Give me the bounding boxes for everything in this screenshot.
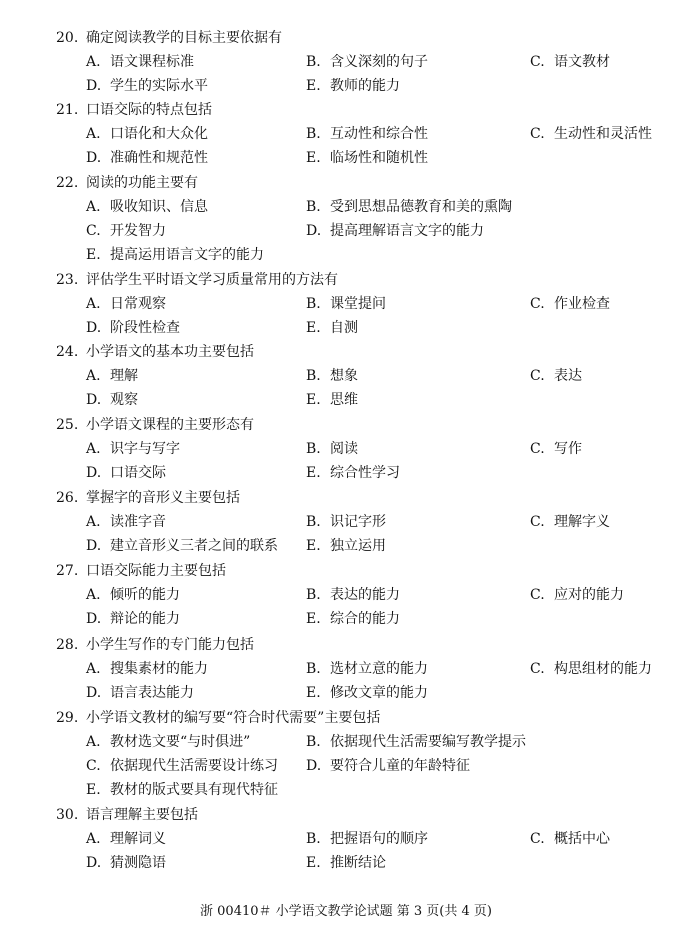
option-text: 吸收知识、信息 [110,199,208,215]
option [530,293,610,313]
option-text: 准确性和规范性 [110,150,208,166]
option-text: 自测 [330,320,358,336]
option-text: 独立运用 [330,538,386,554]
option-text: 表达 [554,368,582,384]
option-text: 构思组材的能力 [554,661,652,677]
option [86,123,208,143]
option [86,731,250,751]
option-letter: B. [306,441,321,457]
option [86,365,138,385]
option-text: 日常观察 [110,296,166,312]
option-text: 观察 [110,392,138,408]
option [306,317,358,337]
option-letter: A. [86,54,101,70]
option [86,220,166,240]
option-letter: B. [306,661,321,677]
option-letter: A. [86,296,101,312]
option-letter: A. [86,831,101,847]
option [306,608,400,628]
question-text: 口语交际的特点包括 [86,102,212,118]
option [86,317,180,337]
option-text: 应对的能力 [554,587,624,603]
option-text: 概括中心 [554,831,610,847]
option [86,658,208,678]
option-text: 语文教材 [554,54,610,70]
option-letter: E. [306,611,321,627]
option-letter: E. [306,465,321,481]
question-number: 25. [56,417,79,433]
option-text: 表达的能力 [330,587,400,603]
option-text: 综合的能力 [330,611,400,627]
option-text: 学生的实际水平 [110,78,208,94]
option-letter: A. [86,368,101,384]
option [530,438,582,458]
option-letter: E. [306,392,321,408]
option-letter: E. [86,247,101,263]
option-letter: B. [306,54,321,70]
option-letter: B. [306,587,321,603]
option-letter: D. [86,78,102,94]
option-text: 教材选文要“与时俱进” [110,734,251,750]
option-text: 思维 [330,392,358,408]
option [306,75,400,95]
option-letter: B. [306,514,321,530]
option [306,196,512,216]
option-letter: D. [86,392,102,408]
option [530,828,610,848]
question-stem [56,560,226,580]
option-text: 识记字形 [330,514,386,530]
option-text: 课堂提问 [330,296,386,312]
option-letter: E. [306,538,321,554]
option-text: 推断结论 [330,855,386,871]
option-letter: D. [86,685,102,701]
question-stem [56,27,282,47]
option-text: 辩论的能力 [110,611,180,627]
question-text: 小学语文的基本功主要包括 [86,344,254,360]
option-text: 识字与写字 [110,441,180,457]
question-stem [56,804,198,824]
option-text: 写作 [554,441,582,457]
option-text: 含义深刻的句子 [330,54,428,70]
question-stem [56,341,254,361]
question-stem [56,269,338,289]
question-stem [56,487,240,507]
option [306,365,358,385]
option-letter: D. [306,758,322,774]
question-number: 24. [56,344,79,360]
option-text: 受到思想品德教育和美的熏陶 [330,199,512,215]
option [86,293,166,313]
option-letter: A. [86,441,101,457]
option-text: 语文课程标准 [110,54,194,70]
option [306,535,386,555]
option-letter: C. [530,661,545,677]
option [530,511,610,531]
question-text: 语言理解主要包括 [86,807,198,823]
option-letter: A. [86,126,101,142]
page-footer: 浙 00410＃ 小学语文教学论试题 第 3 页(共 4 页) [200,904,492,919]
option-letter: D. [86,611,102,627]
option [306,147,428,167]
option-letter: B. [306,199,321,215]
option-text: 开发智力 [110,223,166,239]
option [306,123,428,143]
question-number: 20. [56,30,79,46]
option-letter: B. [306,831,321,847]
option-letter: E. [86,782,101,798]
question-text: 小学生写作的专门能力包括 [86,637,254,653]
question-text: 阅读的功能主要有 [86,175,198,191]
option [306,51,428,71]
option-letter: C. [86,223,101,239]
option [306,731,526,751]
option-letter: E. [306,685,321,701]
option [86,682,194,702]
option [306,584,400,604]
option [86,584,180,604]
question-stem [56,172,198,192]
option-letter: E. [306,320,321,336]
option [530,658,652,678]
option [86,51,194,71]
option-text: 理解字义 [554,514,610,530]
option-letter: D. [86,855,102,871]
option-text: 理解词义 [110,831,166,847]
option [86,462,166,482]
option [86,196,208,216]
question-number: 21. [56,102,79,118]
option-text: 倾听的能力 [110,587,180,603]
option-text: 生动性和灵活性 [554,126,652,142]
option-text: 选材立意的能力 [330,661,428,677]
option [86,755,278,775]
option-letter: E. [306,855,321,871]
option-letter: A. [86,661,101,677]
question-number: 23. [56,272,79,288]
option-text: 教材的版式要具有现代特征 [110,782,278,798]
option [86,75,208,95]
option-letter: E. [306,78,321,94]
option-letter: C. [530,831,545,847]
option-text: 作业检查 [554,296,610,312]
option-text: 依据现代生活需要编写教学提示 [330,734,526,750]
question-text: 小学语文课程的主要形态有 [86,417,254,433]
option-letter: D. [86,465,102,481]
option [86,852,166,872]
option-letter: B. [306,368,321,384]
question-text: 小学语文教材的编写要“符合时代需要”主要包括 [86,710,381,726]
option-letter: A. [86,734,101,750]
option [86,147,208,167]
option [86,608,180,628]
question-number: 30. [56,807,79,823]
option [306,293,386,313]
option [86,389,138,409]
option-letter: C. [530,368,545,384]
option-letter: D. [86,538,102,554]
option-text: 读准字音 [110,514,166,530]
option-text: 阶段性检查 [110,320,180,336]
option [306,755,470,775]
option-letter: B. [306,126,321,142]
option-letter: A. [86,587,101,603]
option-text: 综合性学习 [330,465,400,481]
option-text: 临场性和随机性 [330,150,428,166]
option [306,220,484,240]
option-text: 理解 [110,368,138,384]
question-stem [56,414,254,434]
option-letter: C. [530,514,545,530]
question-text: 评估学生平时语文学习质量常用的方法有 [86,272,338,288]
option-letter: C. [530,54,545,70]
option-letter: D. [306,223,322,239]
question-text: 确定阅读教学的目标主要依据有 [86,30,282,46]
option [306,438,358,458]
option [530,365,582,385]
option-letter: D. [86,320,102,336]
option-letter: B. [306,734,321,750]
question-text: 口语交际能力主要包括 [86,563,226,579]
option [306,511,386,531]
option-text: 想象 [330,368,358,384]
option-letter: D. [86,150,102,166]
option-text: 口语化和大众化 [110,126,208,142]
option-letter: C. [530,587,545,603]
option-text: 提高理解语言文字的能力 [330,223,484,239]
option-letter: C. [86,758,101,774]
option-letter: B. [306,296,321,312]
question-stem [56,99,212,119]
option-text: 教师的能力 [330,78,400,94]
option-text: 建立音形义三者之间的联系 [110,538,278,554]
question-number: 27. [56,563,79,579]
option-text: 把握语句的顺序 [330,831,428,847]
option [86,244,264,264]
option-text: 修改文章的能力 [330,685,428,701]
option-text: 要符合儿童的年龄特征 [330,758,470,774]
option-text: 语言表达能力 [110,685,194,701]
option [530,123,652,143]
option [306,828,428,848]
option-letter: A. [86,514,101,530]
option [86,779,278,799]
option-text: 阅读 [330,441,358,457]
option-letter: A. [86,199,101,215]
option [86,438,180,458]
option-text: 搜集素材的能力 [110,661,208,677]
option-text: 提高运用语言文字的能力 [110,247,264,263]
option-text: 依据现代生活需要设计练习 [110,758,278,774]
option [86,828,166,848]
option-letter: C. [530,126,545,142]
option-letter: C. [530,296,545,312]
option [306,658,428,678]
question-text: 掌握字的音形义主要包括 [86,490,240,506]
question-number: 28. [56,637,79,653]
option [86,535,278,555]
option [306,389,358,409]
question-number: 26. [56,490,79,506]
option-letter: C. [530,441,545,457]
option-letter: E. [306,150,321,166]
option-text: 互动性和综合性 [330,126,428,142]
option [530,584,624,604]
option [306,852,386,872]
question-stem [56,707,380,727]
question-number: 22. [56,175,79,191]
option [306,462,400,482]
question-number: 29. [56,710,79,726]
option [530,51,610,71]
question-stem [56,634,254,654]
option-text: 猜测隐语 [110,855,166,871]
option [306,682,428,702]
option-text: 口语交际 [110,465,166,481]
option [86,511,166,531]
